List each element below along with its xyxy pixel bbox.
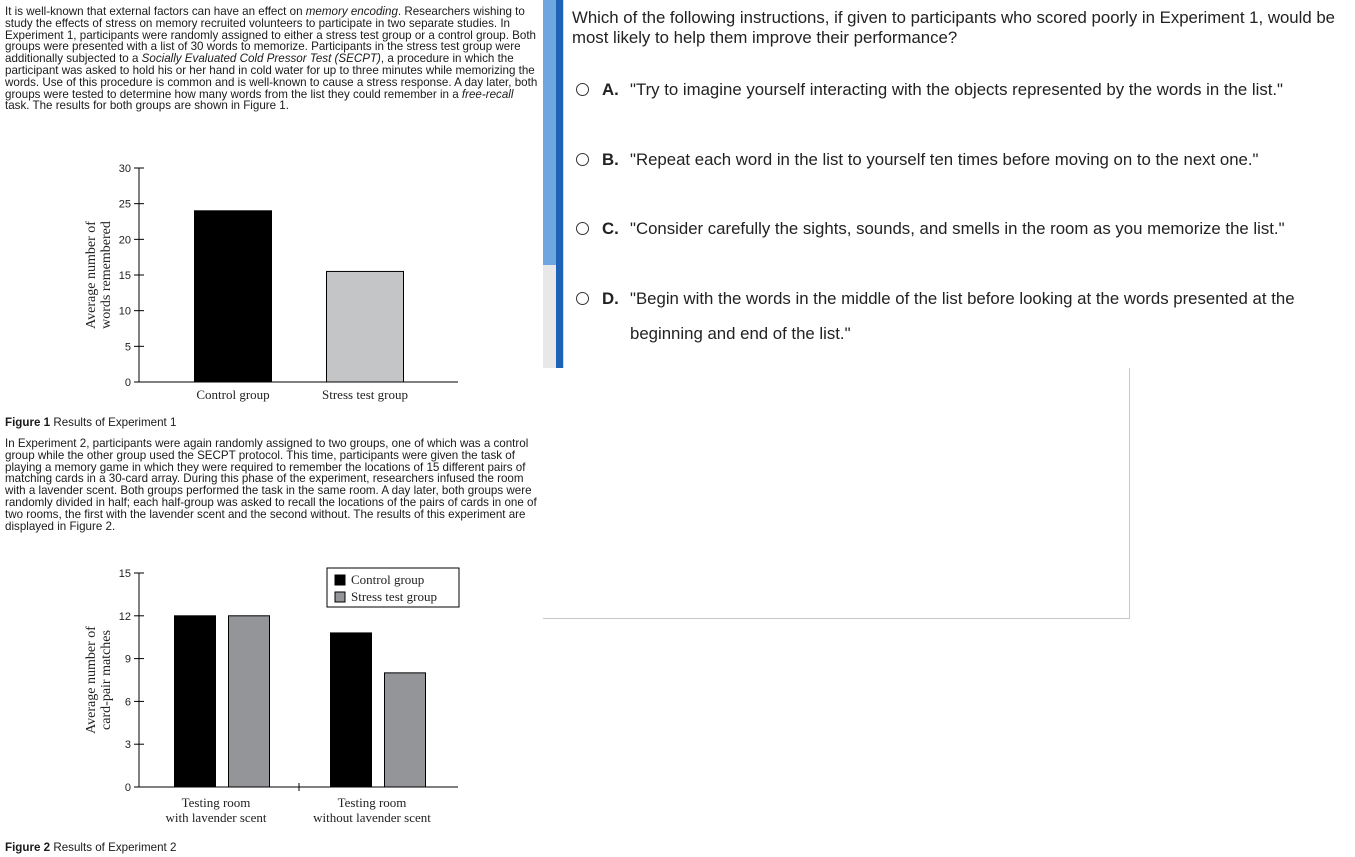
- choice-text: "Try to imagine yourself interacting with the objects represented by the words in the list.": [630, 80, 1284, 99]
- radio-icon[interactable]: [576, 153, 589, 166]
- passage-paragraph-1: [5, 6, 539, 112]
- y-tick-label: 0: [124, 377, 131, 389]
- y-tick-label: 6: [124, 696, 131, 709]
- question-accent-bar: [556, 0, 563, 410]
- question-pane: [563, 0, 1355, 368]
- choice-letter: D.: [602, 289, 619, 308]
- x-tick-label: with lavender scent: [165, 810, 267, 825]
- y-tick-label: 9: [124, 653, 131, 666]
- radio-icon[interactable]: [576, 83, 589, 96]
- bar: [195, 211, 272, 382]
- x-tick-label: Testing room: [181, 795, 251, 810]
- answer-choice-c[interactable]: [576, 219, 1330, 246]
- choice-text: "Consider carefully the sights, sounds, and smells in the room as you memorize the list.": [630, 219, 1285, 238]
- passage-scrollbar-thumb[interactable]: [543, 0, 556, 265]
- y-tick-label: 10: [118, 305, 131, 318]
- y-axis-label-line: words remembered: [99, 221, 114, 329]
- bar: [327, 271, 404, 382]
- y-axis-label-line: card-pair matches: [99, 630, 114, 730]
- passage-pane: [0, 0, 543, 857]
- choice-letter: B.: [602, 150, 619, 169]
- x-tick-label: without lavender scent: [313, 810, 431, 825]
- figure-1-label: Figure 1: [5, 416, 51, 429]
- passage-term-memory-encoding: memory encoding: [305, 5, 398, 18]
- y-tick-label: 12: [118, 610, 131, 623]
- y-axis-label: [84, 221, 114, 329]
- bar: [229, 616, 270, 787]
- choice-text: "Begin with the words in the middle of the list before looking at the words presented at the beginning and end of the list.": [630, 289, 1295, 343]
- y-tick-label: 3: [124, 739, 131, 752]
- passage-text: task. The results for both groups are shown in Figure 1.: [5, 99, 289, 113]
- legend-label: Stress test group: [351, 589, 437, 604]
- figure-1-svg: [0, 155, 543, 413]
- answer-choice-d[interactable]: [576, 289, 1330, 351]
- y-axis-label: [84, 626, 114, 734]
- y-tick-label: 15: [118, 270, 131, 282]
- figure-1-caption-text: Results of Experiment 1: [50, 416, 177, 429]
- y-tick-label: 25: [118, 198, 131, 211]
- passage-text: , a procedure in which the participant was asked to hold his or her hand in cold water for up to three minutes while memorizing the words. Use of this procedure is common and is well-known to cause a stress response. A day later, both groups were tested to determine how many words from the list they could remember in a: [5, 52, 538, 101]
- passage-text: It is well-known that external factors can have an effect on: [5, 5, 306, 18]
- passage-term-free-recall: free-recall: [461, 87, 514, 101]
- choice-letter: A.: [602, 80, 619, 99]
- x-tick-label: Testing room: [337, 795, 407, 810]
- figure-2-svg: [0, 562, 543, 837]
- figure-1-chart: [0, 155, 543, 413]
- passage-text: . Researchers wishing to study the effects of stress on memory recruited volunteers to participate in two separate studies. In Experiment 1, participants were randomly assigned to either a stress test group or a control group. Both groups were presented with a list of 30 words to memorize. Participants in the stress test group were additionally subjected to a: [5, 5, 537, 66]
- y-tick-label: 30: [118, 163, 131, 175]
- choice-text: "Repeat each word in the list to yourself ten times before moving on to the next one.": [630, 150, 1259, 169]
- figure-2-caption-text: Results of Experiment 2: [50, 841, 177, 854]
- y-axis-label-line: Average number of: [84, 626, 99, 734]
- passage-paragraph-2: In Experiment 2, participants were again randomly assigned to two groups, one of which was a control group while the other group used the SECPT protocol. This time, participants were given the task of playing a memory game in which they were required to remember the locations of 15 different pairs of matching cards in a 30-card array. During this phase of the experiment, researchers infused the room with a lavender scent. Both groups performed the task in the same room. A day later, both groups were randomly divided in half; each half-group was asked to recall the locations of the pairs of cards in one of two rooms, the first with the lavender scent and the second without. The results of this experiment are displayed in Figure 2.: [5, 437, 537, 533]
- choice-letter: C.: [602, 219, 619, 238]
- question-prompt: Which of the following instructions, if given to participants who scored poorly in Experiment 1, would be most likely to help them improve their performance?: [572, 8, 1335, 47]
- legend-swatch: [335, 575, 345, 585]
- y-tick-label: 15: [118, 568, 131, 580]
- y-tick-label: 0: [124, 782, 131, 794]
- y-axis-label-line: Average number of: [84, 221, 99, 329]
- radio-icon[interactable]: [576, 222, 589, 235]
- figure-2-chart: [0, 562, 543, 837]
- panel-outline: [543, 368, 1130, 619]
- bar: [175, 616, 216, 787]
- legend-label: Control group: [351, 572, 425, 587]
- answer-choice-a[interactable]: [576, 80, 1330, 107]
- legend-swatch: [335, 592, 345, 602]
- y-tick-label: 20: [118, 234, 131, 247]
- figure-1-caption: [5, 416, 176, 429]
- passage-term-secpt: Socially Evaluated Cold Pressor Test (SECPT): [141, 52, 381, 66]
- figure-2-caption: [5, 841, 176, 854]
- answer-choice-b[interactable]: [576, 150, 1330, 177]
- y-tick-label: 5: [124, 341, 131, 354]
- x-tick-label: Control group: [196, 387, 270, 402]
- radio-icon[interactable]: [576, 292, 589, 305]
- figure-2-label: Figure 2: [5, 841, 51, 854]
- bar: [331, 633, 372, 787]
- bar: [385, 673, 426, 787]
- x-tick-label: Stress test group: [322, 387, 408, 402]
